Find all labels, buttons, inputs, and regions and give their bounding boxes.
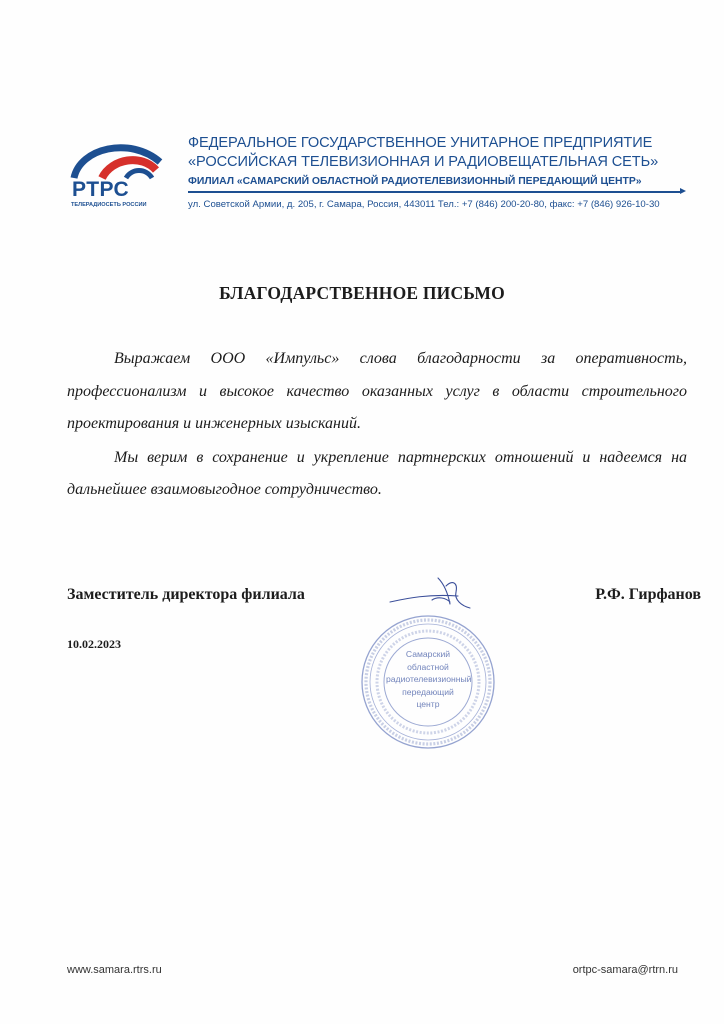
stamp-line: Самарский	[405, 649, 451, 659]
logo-text: РТРС	[72, 178, 130, 201]
header-divider	[188, 191, 680, 193]
logo-subtitle: ТЕЛЕРАДИОСЕТЬ РОССИИ	[71, 202, 147, 208]
letter-body	[67, 343, 687, 507]
stamp-line: передающий	[402, 686, 454, 697]
official-stamp	[358, 612, 498, 752]
footer-website: www.samara.rtrs.ru	[67, 964, 162, 976]
rtrs-logo	[66, 134, 176, 214]
stamp-line: областной	[407, 661, 449, 672]
org-name-line1: ФЕДЕРАЛЬНОЕ ГОСУДАРСТВЕННОЕ УНИТАРНОЕ ПРЕДПРИЯТИЕ	[188, 135, 653, 151]
handwritten-signature	[388, 572, 478, 612]
org-branch-name: ФИЛИАЛ «САМАРСКИЙ ОБЛАСТНОЙ РАДИОТЕЛЕВИЗИОННЫЙ ПЕРЕДАЮЩИЙ ЦЕНТР»	[188, 176, 642, 187]
signatory-name: Р.Ф. Гирфанов	[595, 586, 701, 603]
letter-paragraph: Мы верим в сохранение и укрепление партнерских отношений и надеемся на дальнейшее взаимовыгодное сотрудничество.	[67, 448, 687, 498]
letter-paragraph: Выражаем ООО «Импульс» слова благодарности за оперативность, профессионализм и высокое качество оказанных услуг в области строительного проектирования и инженерных изысканий.	[67, 350, 687, 432]
letter-title: БЛАГОДАРСТВЕННОЕ ПИСЬМО	[219, 283, 505, 303]
footer-email: ortpc-samara@rtrn.ru	[572, 964, 678, 976]
org-name-line2: «РОССИЙСКАЯ ТЕЛЕВИЗИОННАЯ И РАДИОВЕЩАТЕЛЬНАЯ СЕТЬ»	[188, 154, 659, 170]
org-address: ул. Советской Армии, д. 205, г. Самара, Россия, 443011 Тел.: +7 (846) 200-20-80, факс: +7 (846) 926-10-30	[188, 198, 660, 210]
signatory-position: Заместитель директора филиала	[67, 586, 305, 603]
stamp-line: радиотелевизионный	[386, 674, 472, 684]
letter-date: 10.02.2023	[67, 637, 121, 651]
stamp-line: центр	[416, 699, 440, 709]
org-header	[188, 134, 688, 210]
stamp-center-text	[386, 648, 470, 711]
